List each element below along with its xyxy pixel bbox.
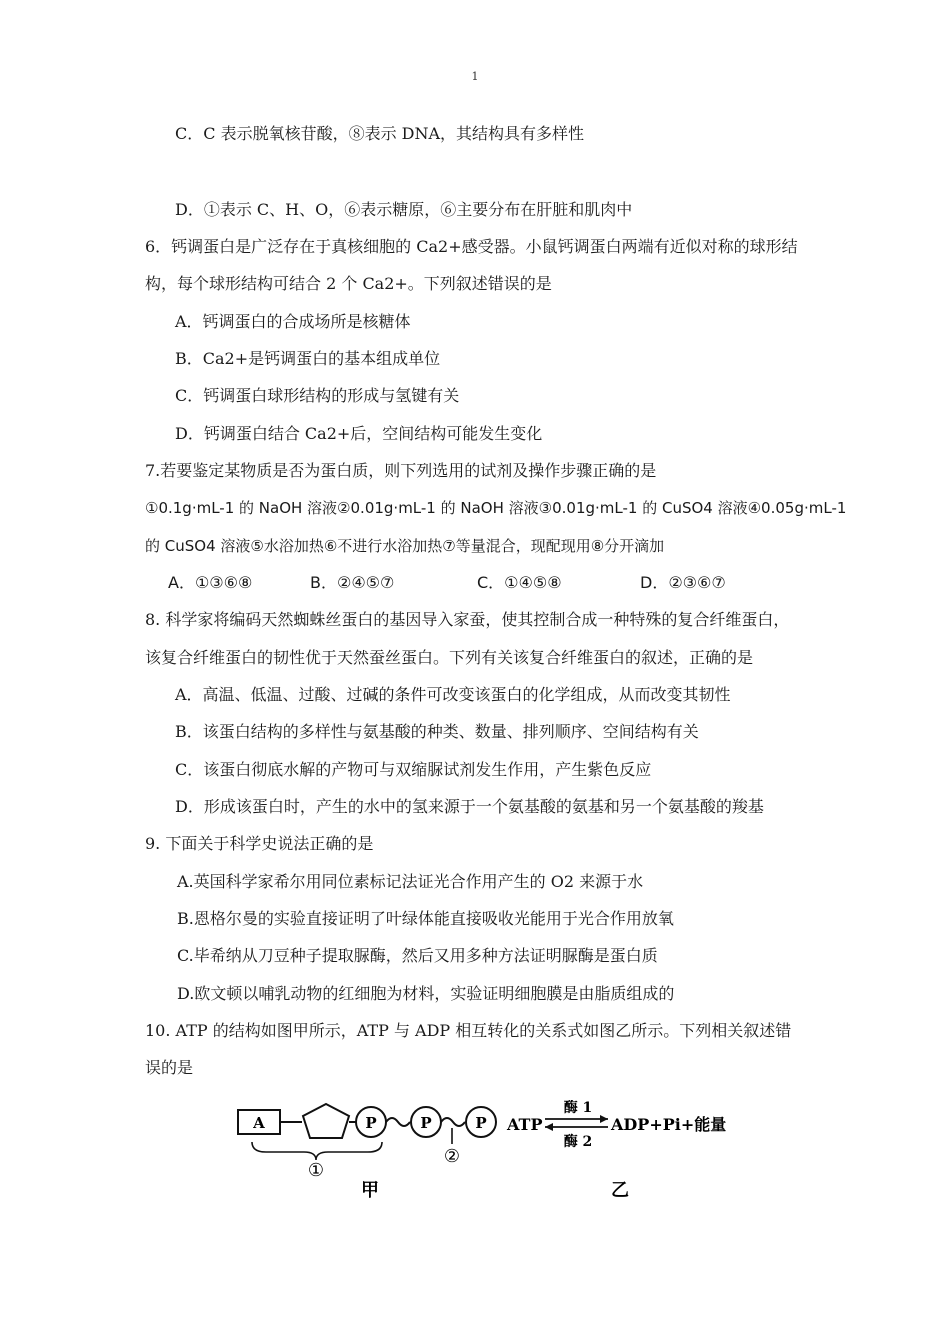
q7-reagents-line-2: 的 CuSO4 溶液⑤水浴加热⑥不进行水浴加热⑦等量混合，现配现用⑧分开滴加 <box>145 537 665 555</box>
q7-option-c: C．①④⑤⑧ <box>477 573 562 592</box>
q7-option-b: B．②④⑤⑦ <box>310 573 395 592</box>
q5-option-d: D．①表示 C、H、O，⑥表示糖原，⑥主要分布在肝脏和肌肉中 <box>175 200 633 219</box>
ribose-pentagon <box>303 1104 349 1138</box>
q9-option-b: B.恩格尔曼的实验直接证明了叶绿体能直接吸收光能用于光合作用放氧 <box>177 909 674 928</box>
marker-2: ② <box>443 1146 461 1167</box>
marker-1: ① <box>307 1160 325 1181</box>
q8-option-c: C．该蛋白彻底水解的产物可与双缩脲试剂发生作用，产生紫色反应 <box>175 760 652 779</box>
q7-option-d: D．②③⑥⑦ <box>640 573 726 592</box>
reverse-arrow-head <box>545 1123 553 1131</box>
q9-option-d: D.欧文顿以哺乳动物的红细胞为材料，实验证明细胞膜是由脂质组成的 <box>177 984 675 1003</box>
high-energy-bond-1 <box>386 1118 410 1126</box>
enzyme-1-label: 酶 1 <box>563 1100 593 1116</box>
high-energy-bond-2 <box>441 1118 465 1126</box>
enzyme-2-label: 酶 2 <box>563 1134 593 1150</box>
forward-arrow-head <box>600 1115 608 1123</box>
q7-reagents-line-1: ①0.1g·mL-1 的 NaOH 溶液②0.01g·mL-1 的 NaOH 溶液③0.01g·mL-1 的 CuSO4 溶液④0.05g·mL-1 <box>145 499 847 517</box>
q9-option-c: C.毕希纳从刀豆种子提取脲酶，然后又用多种方法证明脲酶是蛋白质 <box>177 946 658 965</box>
brace-1 <box>252 1142 382 1160</box>
q7-stem: 7.若要鉴定某物质是否为蛋白质，则下列选用的试剂及操作步骤正确的是 <box>145 461 657 480</box>
q8-option-d: D．形成该蛋白时，产生的水中的氢来源于一个氨基酸的氨基和另一个氨基酸的羧基 <box>175 797 764 816</box>
q6-stem-line-2: 构，每个球形结构可结合 2 个 Ca2+。下列叙述错误的是 <box>145 274 552 293</box>
q6-option-d: D．钙调蛋白结合 Ca2+后，空间结构可能发生变化 <box>175 424 543 443</box>
q7-option-a: A．①③⑥⑧ <box>168 573 253 592</box>
q9-option-a: A.英国科学家希尔用同位素标记法证光合作用产生的 O2 来源于水 <box>177 872 644 891</box>
q6-option-c: C．钙调蛋白球形结构的形成与氢键有关 <box>175 386 460 405</box>
phosphate-label-2: P <box>420 1114 432 1132</box>
atp-label: ATP <box>507 1115 543 1134</box>
q10-stem-line-2: 误的是 <box>145 1058 194 1077</box>
q6-stem-line-1: 6．钙调蛋白是广泛存在于真核细胞的 Ca2+感受器。小鼠钙调蛋白两端有近似对称的球形结 <box>145 237 798 256</box>
page-number: 1 <box>471 70 479 83</box>
q8-option-a: A．高温、低温、过酸、过碱的条件可改变该蛋白的化学组成，从而改变其韧性 <box>175 685 731 704</box>
label-jia: 甲 <box>361 1180 379 1201</box>
q8-option-b: B．该蛋白结构的多样性与氨基酸的种类、数量、排列顺序、空间结构有关 <box>175 722 699 741</box>
adenine-label: A <box>253 1114 265 1132</box>
q5-option-c: C．C 表示脱氧核苷酸，⑧表示 DNA，其结构具有多样性 <box>175 124 585 143</box>
q6-option-a: A．钙调蛋白的合成场所是核糖体 <box>175 312 411 331</box>
label-yi: 乙 <box>611 1180 629 1201</box>
q9-stem: 9. 下面关于科学史说法正确的是 <box>145 834 374 853</box>
products-label: ADP+Pi+能量 <box>611 1115 727 1134</box>
phosphate-label-3: P <box>475 1114 487 1132</box>
atp-figure <box>230 1100 730 1210</box>
q8-stem-line-2: 该复合纤维蛋白的韧性优于天然蚕丝蛋白。下列有关该复合纤维蛋白的叙述，正确的是 <box>145 648 754 667</box>
phosphate-label-1: P <box>365 1114 377 1132</box>
q6-option-b: B．Ca2+是钙调蛋白的基本组成单位 <box>175 349 441 368</box>
q10-stem-line-1: 10. ATP 的结构如图甲所示，ATP 与 ADP 相互转化的关系式如图乙所示。下列相关叙述错 <box>145 1021 792 1040</box>
q8-stem-line-1: 8. 科学家将编码天然蜘蛛丝蛋白的基因导入家蚕，使其控制合成一种特殊的复合纤维蛋白， <box>145 610 790 629</box>
